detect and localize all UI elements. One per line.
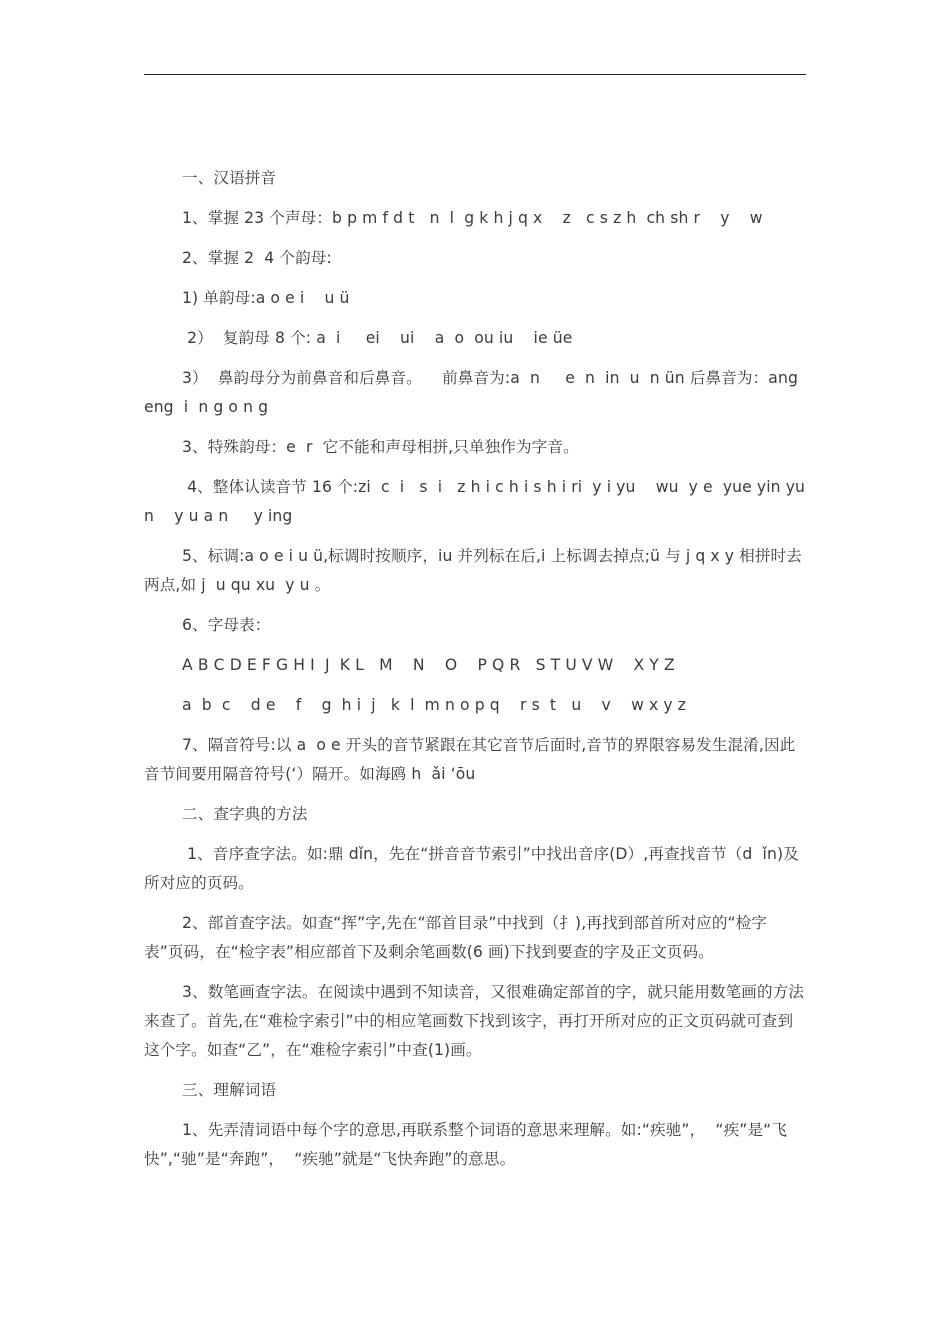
heading-pinyin: 一、汉语拼音 (182, 169, 277, 187)
header-rule (144, 74, 806, 75)
paragraph-syllable-divider: 7、隔音符号:以 a o e 开头的音节紧跟在其它音节后面时,音节的界限容易发生混淆,因此音节间要用隔音符号(‘）隔开。如海鸥 h ǎi ‘ōu (144, 736, 796, 783)
paragraph-stroke-lookup: 3、数笔画查字法。在阅读中遇到不知读音，又很难确定部首的字，就只能用数笔画的方法来查了。首先,在“难检字索引”中的相应笔画数下找到该字，再打开所对应的正文页码就可查到这个字。如查“乙”，在“难检字索引”中查(1)画。 (144, 983, 805, 1059)
paragraph-whole-syllables: 4、整体认读音节 16 个:zi c i s i z h i c h i s h i ri y i yu wu y e yue yin yun y u a n y ing (144, 478, 806, 525)
document-body (144, 164, 806, 1185)
paragraph-simple-finals: 1) 单韵母:a o e i u ü (182, 289, 350, 307)
paragraph-nasal-finals: 3） 鼻韵母分为前鼻音和后鼻音。 前鼻音为:a n e n in u n ün 后鼻音为：ang eng i n g o n g (144, 369, 804, 416)
paragraph-compound-finals: 2） 复韵母 8 个: a i ei ui a o ou iu ie üe (182, 329, 573, 347)
paragraph-alphabet-lower: a b c d e f g h i j k l m n o p q r s t u v w x y z (182, 696, 687, 714)
paragraph-phonetic-lookup: 1、音序查字法。如:鼎 dǐn，先在“拼音音节索引”中找出音序(D）,再查找音节（d ǐn)及所对应的页码。 (144, 845, 799, 892)
heading-understanding-words: 三、理解词语 (182, 1081, 277, 1099)
paragraph-word-meaning: 1、先弄清词语中每个字的意思,再联系整个词语的意思来理解。如:“疾驰”， “疾”是“飞快”,“驰”是“奔跑”， “疾驰”就是“飞快奔跑”的意思。 (144, 1121, 788, 1168)
heading-dictionary: 二、查字典的方法 (182, 805, 308, 823)
paragraph-finals: 2、掌握 2 4 个韵母: (182, 249, 332, 267)
paragraph-initials: 1、掌握 23 个声母：b p m f d t n l g k h j q x z c s z h ch sh r y w (182, 209, 763, 227)
paragraph-alphabet-upper: A B C D E F G H I J K L M N O P Q R S T U V W X Y Z (182, 656, 675, 674)
paragraph-radical-lookup: 2、部首查字法。如查“挥”字,先在“部首目录”中找到（扌),再找到部首所对应的“检字表”页码，在“检字表”相应部首下及剩余笔画数(6 画)下找到要查的字及正文页码。 (144, 914, 768, 961)
paragraph-tone-marks: 5、标调:a o e i u ü,标调时按顺序，iu 并列标在后,i 上标调去掉点;ü 与 j q x y 相拼时去两点,如 j u qu xu y u 。 (144, 547, 802, 594)
paragraph-special-final: 3、特殊韵母：e r 它不能和声母相拼,只单独作为字音。 (182, 438, 579, 456)
paragraph-alphabet-label: 6、字母表： (182, 616, 271, 634)
